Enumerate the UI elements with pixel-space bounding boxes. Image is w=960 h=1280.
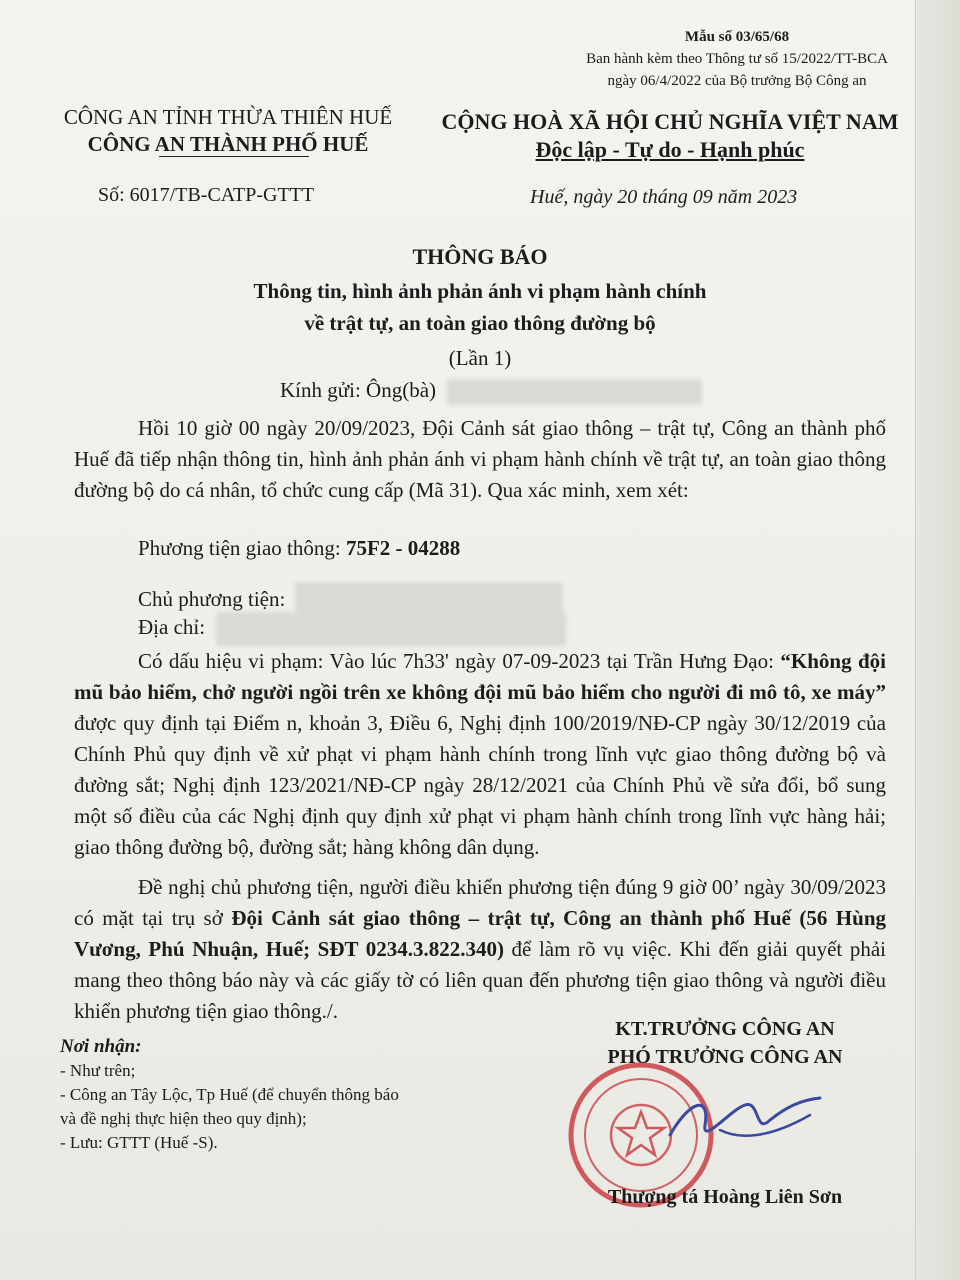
recipient-item: và đề nghị thực hiện theo quy định); bbox=[60, 1109, 307, 1128]
violation-intro: Có dấu hiệu vi phạm: Vào lúc 7h33' ngày 07-09-2023 tại Trần Hưng Đạo: bbox=[138, 649, 774, 673]
paragraph-request bbox=[74, 872, 886, 1027]
vehicle-plate: 75F2 - 04288 bbox=[345, 536, 461, 560]
paragraph-receipt: Hồi 10 giờ 00 ngày 20/09/2023, Đội Cảnh sát giao thông – trật tự, Công an thành phố Huế đã tiếp nhận thông tin, hình ảnh phản ánh vi phạm hành chính về trật tự, an toàn giao thông đường bộ do cá nhân, tổ chức cung cấp (Mã 31). Qua xác minh, xem xét: bbox=[74, 416, 886, 502]
page-edge bbox=[915, 0, 960, 1280]
signer-name: Thượng tá Hoàng Liên Sơn bbox=[607, 1186, 843, 1208]
addressee bbox=[280, 378, 702, 405]
document-title: THÔNG BÁO bbox=[412, 244, 548, 269]
request-text-2: để làm rõ vụ việc. Khi đến giải quyết phải mang theo thông báo này và các giấy tờ có liên quan đến phương tiện giao thông và người điều khiển phương tiện giao thông./. bbox=[74, 937, 886, 1023]
violation-legal-basis: được quy định tại Điểm n, khoản 3, Điều 6, Nghị định 100/2019/NĐ-CP ngày 30/12/2019 của Chính Phủ quy định về xử phạt vi phạm hành chính trong lĩnh vực giao thông đường bộ và đường sắt; Nghị định 123/2021/NĐ-CP ngày 28/12/2021 của Chính Phủ về sửa đổi, bổ sung một số điều của các Nghị định quy định xử phạt vi phạm hành chính trong lĩnh vực hàng hải; giao thông đường bộ, đường sắt; hàng không dân dụng. bbox=[74, 711, 886, 859]
recipients-title: Nơi nhận: bbox=[60, 1036, 142, 1057]
document-subtitle-1: Thông tin, hình ảnh phản ánh vi phạm hành chính bbox=[253, 279, 707, 303]
recipient-item: - Như trên; bbox=[60, 1061, 136, 1080]
addressee-label: Kính gửi: Ông(bà) bbox=[280, 378, 437, 402]
recipient-item: - Lưu: GTTT (Huế -S). bbox=[60, 1133, 218, 1152]
national-header bbox=[420, 108, 920, 164]
request-text-1: Đề nghị chủ phương tiện, người điều khiển phương tiện đúng 9 giờ 00’ ngày 30/09/2023 có mặt tại trụ sở bbox=[74, 875, 886, 930]
nation-name: CỘNG HOÀ XÃ HỘI CHỦ NGHĨA VIỆT NAM bbox=[441, 109, 899, 134]
owner-label: Chủ phương tiện: bbox=[138, 586, 286, 611]
nation-motto: Độc lập - Tự do - Hạnh phúc bbox=[535, 137, 805, 162]
attempt-number: (Lần 1) bbox=[448, 346, 512, 370]
violation-quote: “Không đội mũ bảo hiểm, chở người ngồi trên xe không đội mũ bảo hiểm cho người đi mô tô, xe máy” bbox=[74, 649, 886, 704]
document-number: Số: 6017/TB-CATP-GTTT bbox=[98, 184, 315, 206]
paragraph-violation bbox=[74, 646, 886, 863]
vehicle-field bbox=[138, 536, 460, 561]
handwritten-signature-icon bbox=[660, 1080, 830, 1160]
form-issued-date: ngày 06/4/2022 của Bộ trưởng Bộ Công an bbox=[607, 73, 867, 89]
vehicle-label: Phương tiện giao thông: bbox=[138, 536, 341, 560]
redacted-address bbox=[216, 612, 566, 646]
recipient-item: - Công an Tây Lộc, Tp Huế (để chuyển thông báo bbox=[60, 1085, 399, 1104]
address-field bbox=[138, 612, 566, 646]
signature-title-2: PHÓ TRƯỞNG CÔNG AN bbox=[607, 1046, 843, 1068]
form-notice bbox=[572, 26, 902, 92]
address-label: Địa chỉ: bbox=[138, 614, 206, 639]
signature-title-1: KT.TRƯỞNG CÔNG AN bbox=[615, 1018, 835, 1040]
agency-header bbox=[36, 104, 420, 161]
agency-underline bbox=[159, 156, 309, 157]
form-number: Mẫu số 03/65/68 bbox=[684, 29, 790, 45]
parent-agency: CÔNG AN TỈNH THỪA THIÊN HUẾ bbox=[63, 105, 393, 129]
form-circular: Ban hành kèm theo Thông tư số 15/2022/TT-BCA bbox=[586, 51, 888, 67]
issuing-agency: CÔNG AN THÀNH PHỐ HUẾ bbox=[87, 132, 369, 156]
recipients-block bbox=[60, 1035, 399, 1155]
document-subtitle-2: về trật tự, an toàn giao thông đường bộ bbox=[304, 311, 656, 335]
place-date: Huế, ngày 20 tháng 09 năm 2023 bbox=[530, 186, 798, 208]
redacted-name bbox=[447, 379, 702, 405]
request-office: Đội Cảnh sát giao thông – trật tự, Công an thành phố Huế (56 Hùng Vương, Phú Nhuận, Huế; SĐT 0234.3.822.340) bbox=[74, 906, 886, 961]
